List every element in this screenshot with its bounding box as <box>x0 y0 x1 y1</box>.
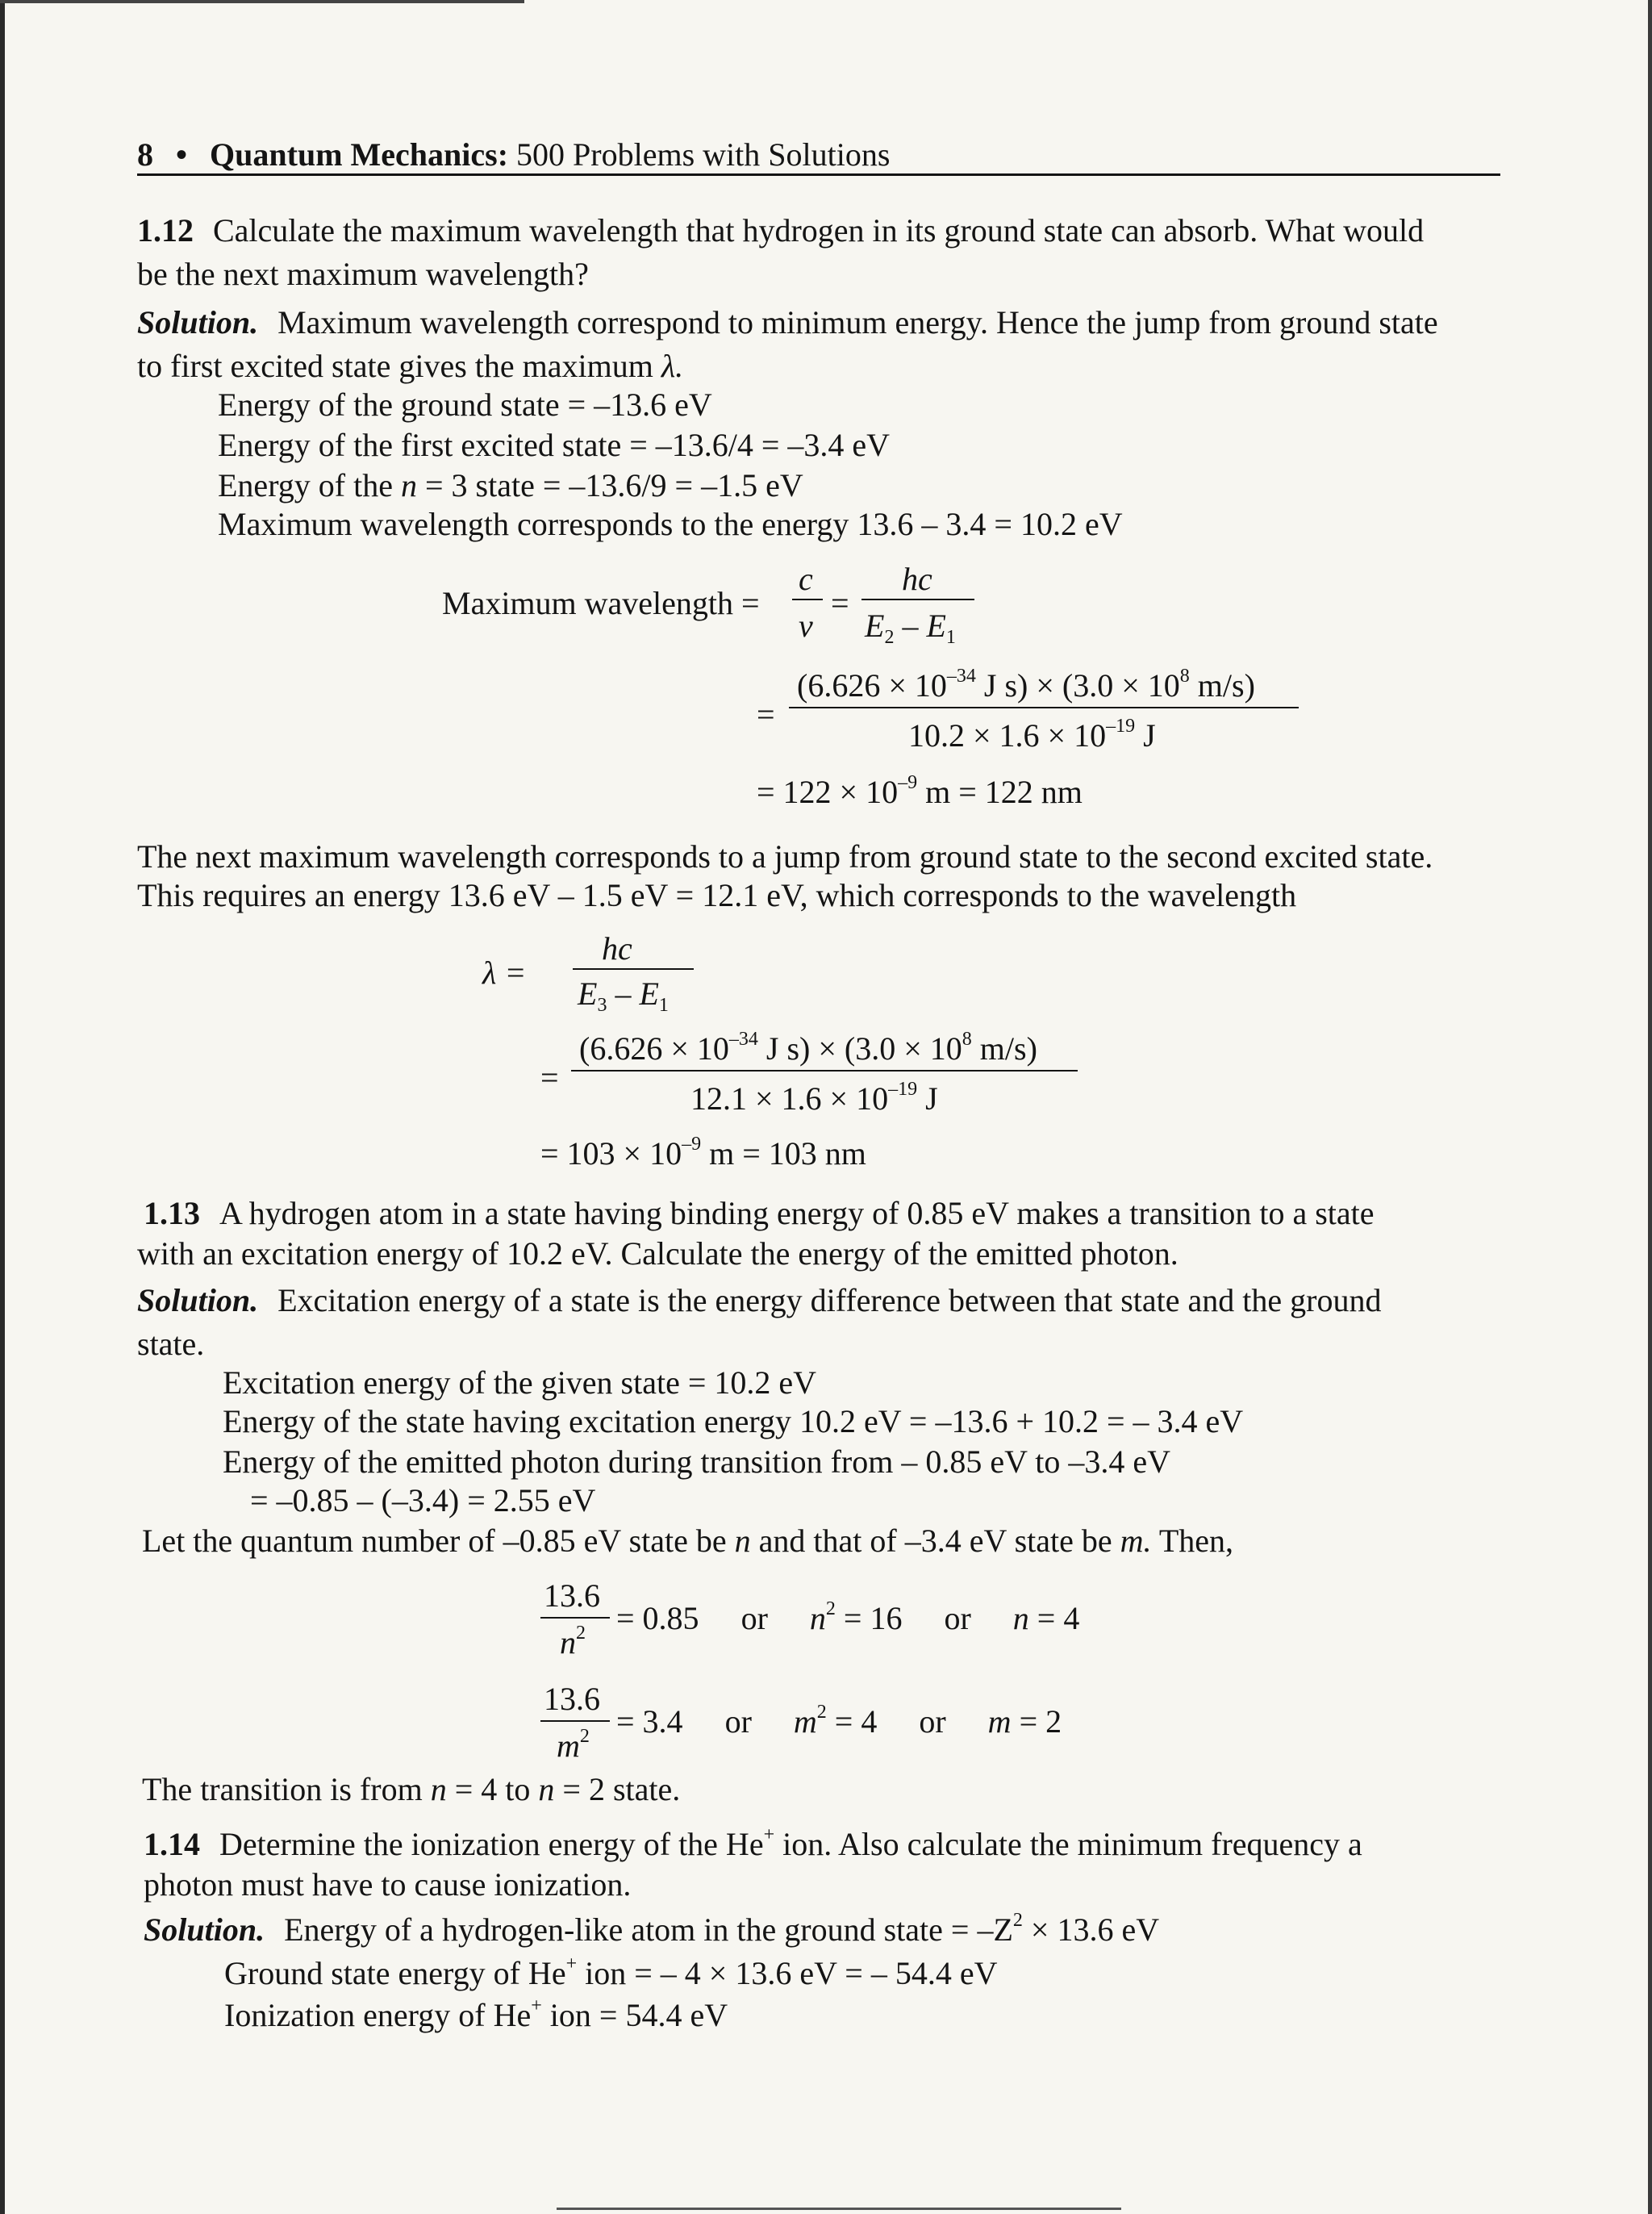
wavelength-numerator: ($6.626 \times 10^{-34}$ J $s) \times (3.0 \times 10^8$ m/s) <box>797 666 1255 704</box>
n-equation: = 0.85 or $n^2 = 16$ or n = 4 <box>616 1598 1080 1636</box>
problem-1-14-question-line1: 1.14 Determine the ionization energy of the He+ ion. Also calculate the minimum frequency a <box>144 1824 1362 1862</box>
frac-m2-denominator: $m^2$ <box>557 1726 590 1764</box>
book-title: Quantum Mechanics: <box>210 136 509 173</box>
max-wavelength-label: Maximum wavelength = <box>442 585 760 621</box>
running-header <box>137 136 890 174</box>
frac-e2-e1-denominator: $E_2 - E_1$ <box>865 608 956 649</box>
n3-state-energy: Energy of the n = 3 state = –13.6/9 = –1.5 eV <box>218 467 803 503</box>
ground-state-energy: Energy of the ground state = –13.6 eV <box>218 386 712 423</box>
wavelength-result: = $122 \times 10^{-9}$ m = 122 nm <box>757 772 1083 810</box>
frac-13-6-over-n2-line <box>540 1617 610 1619</box>
photon-energy: Energy of the emitted photon during transition from – 0.85 eV to –3.4 eV <box>223 1443 1170 1480</box>
m-equation: = 3.4 or $m^2 = 4$ or m = 2 <box>616 1702 1062 1740</box>
frac-13-6-numerator-2: 13.6 <box>544 1681 600 1717</box>
problem-1-13-question-line2: with an excitation energy of 10.2 eV. Calculate the energy of the emitted photon. <box>137 1235 1179 1272</box>
problem-number: 1.12 <box>137 212 194 249</box>
lambda-equals: λ = <box>482 955 527 991</box>
wavelength-fraction-line <box>789 707 1299 708</box>
frac-c-over-nu-line <box>792 599 823 600</box>
state-energy: Energy of the state having excitation energy 10.2 eV = –13.6 + 10.2 = – 3.4 eV <box>223 1403 1244 1439</box>
frac-nu-denominator: ν <box>799 608 813 644</box>
problem-1-12-question-line1: 1.12 Calculate the maximum wavelength that hydrogen in its ground state can absorb. What would <box>137 212 1425 249</box>
frac-hc-numerator: hc <box>902 561 932 597</box>
problem-number: 1.14 <box>144 1826 200 1862</box>
frac-hc-numerator-2: hc <box>602 930 632 967</box>
header-rule <box>137 173 1500 176</box>
equals-sign: = <box>831 585 849 621</box>
header-bullet: • <box>176 136 188 173</box>
quantum-number-intro: Let the quantum number of –0.85 eV state be n and that of –3.4 eV state be m. Then, <box>142 1523 1234 1559</box>
wavelength-fraction-line-2 <box>571 1070 1078 1071</box>
frac-13-6-over-m2-line <box>540 1720 610 1722</box>
transition-conclusion: The transition is from n = 4 to n = 2 state. <box>142 1771 681 1807</box>
first-excited-energy: Energy of the first excited state = –13.6/4 = –3.4 eV <box>218 427 891 463</box>
excitation-energy: Excitation energy of the given state = 10.2 eV <box>223 1364 817 1401</box>
wavelength-denominator-2: $12.1 \times 1.6 \times 10^{-19}$ J <box>690 1079 938 1117</box>
frac-hc-line-2 <box>573 968 694 970</box>
scan-border-bottom <box>557 2208 1121 2210</box>
frac-c-numerator: c <box>799 561 813 597</box>
problem-1-12-solution-line2: to first excited state gives the maximum λ. <box>137 348 684 384</box>
equals-sign: = <box>540 1059 559 1096</box>
he-ground-state-energy: Ground state energy of He+ ion = – 4 × 13.6 eV = – 54.4 eV <box>224 1953 998 1991</box>
next-wavelength-line2: This requires an energy 13.6 eV – 1.5 eV = 12.1 eV, which corresponds to the wavelength <box>137 877 1297 913</box>
problem-1-14-solution-line1: Solution. Energy of a hydrogen-like atom in the ground state = $-Z^2 \times 13.6$ eV <box>144 1910 1160 1948</box>
problem-1-13-solution-line2: state. <box>137 1326 205 1362</box>
frac-13-6-numerator: 13.6 <box>544 1577 600 1614</box>
next-wavelength-line1: The next maximum wavelength corresponds to a jump from ground state to the second excited state. <box>137 838 1433 875</box>
problem-number: 1.13 <box>144 1195 200 1231</box>
solution-label: Solution. <box>144 1911 265 1948</box>
solution-label: Solution. <box>137 1282 259 1318</box>
page-number: 8 <box>137 136 153 173</box>
problem-1-13-solution-line1: Solution. Excitation energy of a state is the energy difference between that state and the ground <box>137 1282 1382 1318</box>
problem-1-12-question-line2: be the next maximum wavelength? <box>137 256 589 292</box>
frac-e3-e1-denominator: $E_3 - E_1$ <box>578 975 669 1017</box>
wavelength-numerator-2: ($6.626 \times 10^{-34}$ J $s) \times (3.0 \times 10^8$ m/s) <box>579 1029 1037 1067</box>
he-ionization-energy: Ionization energy of He+ ion = 54.4 eV <box>224 1995 728 2033</box>
book-subtitle: 500 Problems with Solutions <box>516 136 891 173</box>
problem-1-12-solution-line1: Solution. Maximum wavelength correspond to minimum energy. Hence the jump from ground state <box>137 304 1438 340</box>
frac-hc-line <box>861 599 974 600</box>
scan-border-left <box>0 0 5 2214</box>
scan-border-top <box>0 0 524 3</box>
problem-1-14-question-line2: photon must have to cause ionization. <box>144 1866 632 1903</box>
problem-1-13-question-line1: 1.13 A hydrogen atom in a state having binding energy of 0.85 eV makes a transition to a state <box>144 1195 1375 1231</box>
photon-energy-result: = –0.85 – (–3.4) = 2.55 eV <box>250 1482 596 1518</box>
equals-sign: = <box>757 696 775 733</box>
frac-n2-denominator: $n^2$ <box>560 1623 586 1660</box>
solution-label: Solution. <box>137 304 259 340</box>
wavelength-result-2: = $103 \times 10^{-9}$ m = 103 nm <box>540 1134 866 1172</box>
scan-border-right <box>1648 0 1652 2214</box>
max-wavelength-energy: Maximum wavelength corresponds to the energy 13.6 – 3.4 = 10.2 eV <box>218 506 1123 542</box>
wavelength-denominator: $10.2 \times 1.6 \times 10^{-19}$ J <box>908 716 1156 754</box>
